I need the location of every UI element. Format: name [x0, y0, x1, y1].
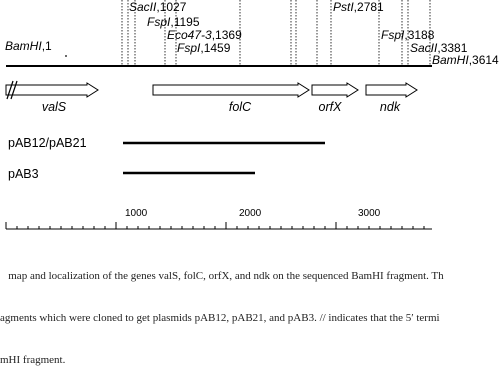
gene-arrow-folc — [153, 83, 309, 97]
scale-ruler — [6, 222, 432, 229]
site-label-fspi-3188: FspI,3188 — [381, 28, 435, 42]
caption-line: mHI fragment. — [0, 354, 66, 366]
scale-label-3000: 3000 — [358, 208, 381, 219]
gene-arrow-ndk — [366, 83, 417, 97]
site-label-bamhi-3614: BamHI,3614 — [432, 53, 499, 67]
figure-caption — [0, 241, 501, 366]
site-label-eco47-3-1369: Eco47-3,1369 — [167, 28, 242, 42]
scale-label-1000: 1000 — [125, 208, 148, 219]
site-label-sacii-3381: SacII,3381 — [410, 41, 468, 55]
site-label-psti-2781: PstI,2781 — [333, 0, 384, 14]
caption-line: agments which were cloned to get plasmids pAB12, pAB21, and pAB3. // indicates that the 5′ termi — [0, 312, 440, 324]
scale-label-2000: 2000 — [239, 208, 262, 219]
gene-arrow-vals — [6, 83, 98, 97]
site-label-fspi-1459: FspI,1459 — [177, 41, 231, 55]
gene-label-vals: valS — [41, 100, 67, 114]
gene-label-folc: folC — [228, 100, 252, 114]
site-label-bamhi-1: BamHI,1 — [5, 39, 52, 53]
plasmid-label-pab12-pab21: pAB12/pAB21 — [8, 136, 87, 150]
gene-label-ndk: ndk — [379, 100, 401, 114]
gene-arrow-orfx — [312, 83, 358, 97]
gene-label-orfx: orfX — [318, 100, 342, 114]
site-label-sacii-1027: SacII,1027 — [129, 0, 187, 14]
caption-line: map and localization of the genes valS, folC, orfX, and ndk on the sequenced BamHI fragment. Th — [0, 270, 444, 282]
site-label-fspi-1195: FspI,1195 — [147, 15, 200, 29]
dot-mark — [65, 55, 67, 57]
plasmid-label-pab3: pAB3 — [8, 167, 39, 181]
